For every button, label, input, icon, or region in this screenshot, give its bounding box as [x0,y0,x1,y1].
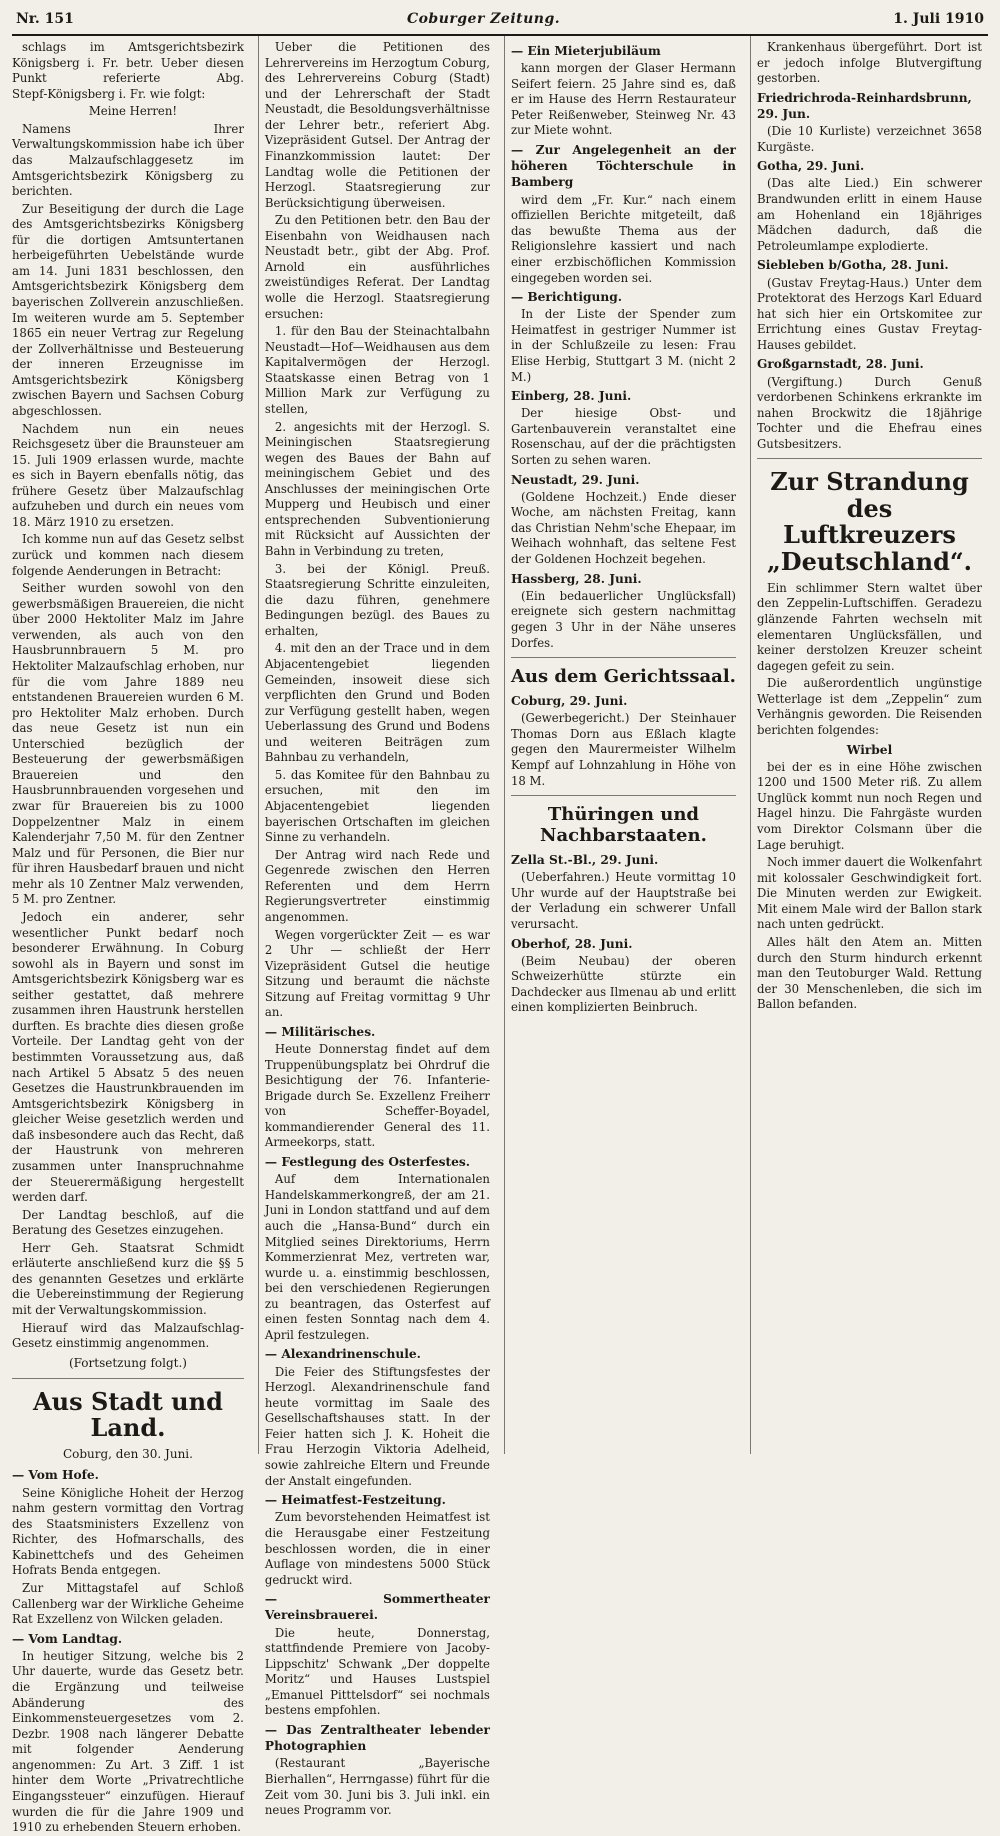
news-text: Der hiesige Obst- und Gartenbauverein veranstaltet eine Rosenschau, auf der die prächtigsten Sorten zu sehen waren. [510,406,736,467]
paragraph: Namens Ihrer Verwaltungskommission habe ich über das Malzaufschlaggesetz im Amtsgerichtsbezirk Königsberg zu berichten. [12,121,244,199]
columns [6,36,994,1835]
article-paragraph: Ein schlimmer Stern waltet über den Zeppelin-Luftschiffen. Geradezu glänzende Fahrten wechseln mit elementaren Unglücksfällen, und keiner derstolzen Kreuzer scheint dagegen gefeit zu sein. [756,580,982,673]
news-subhead: — Militärisches. [264,1024,376,1039]
section-heading: Aus dem Gerichtssaal. [510,666,736,688]
news-subhead: Oberhof, 28. Juni. [510,936,633,951]
column-3 [504,36,742,1454]
paragraph: schlags im Amtsgerichtsbezirk Königsberg i. Fr. betr. Ueber diesen Punkt referierte Abg. Stepf‑Königsberg i. Fr. wie folgt: [12,40,244,101]
section-heading: Thüringen und Nachbarstaaten. [540,804,707,847]
column-1 [12,36,250,1835]
article-subhead: Wirbel [846,742,893,757]
news-text: (Gustav Freytag-Haus.) Unter dem Protektorat des Herzogs Karl Eduard hat sich hier ein Ortskomitee zur Errichtung eines Gustav Freytag-Hauses gebildet. [756,275,982,352]
court-news [511,693,736,789]
news-text: Die Feier des Stiftungsfestes der Herzogl. Alexandrinenschule fand heute vormittag im Saale des Gesellschaftshauses statt. In der Feier hatten sich J. K. Hoheit die Frau Herzogin Viktoria Adelheid, sowie zahlreiche Eltern und Freunde der Anstalt eingefunden. [264,1364,490,1488]
news-subhead: — Festlegung des Osterfestes. [264,1155,470,1170]
news-text: (Goldene Hochzeit.) Ende dieser Woche, am nächsten Freitag, kann das Christian Nehm'sche Ehepaar, im Weihach wohnhaft, das seltene Fest der Goldenen Hochzeit begehen. [510,489,736,567]
column-3-text [511,43,736,651]
paragraph: Der Landtag beschloß, auf die Beratung des Gesetzes einzugehen. [12,1207,244,1238]
separator [12,1378,244,1379]
news-text: Auf dem Internationalen Handelskammerkongreß, der am 21. Juni in London stattfand und auf dem auch die „Hansa-Bund“ durch ein Mitglied seines Direktoriums, Herrn Kommerzienrat Mez, vertreten war, wurde u. a. einstimmig beschlossen, bei den verschiedenen Regierungen zu beantragen, das Osterfest auf einen festen Sonntag nach dem 4. April festzulegen. [264,1172,490,1342]
news-subhead: — Heimatfest-Festzeitung. [264,1493,446,1508]
news-subhead: — Berichtigung. [510,290,623,305]
issue-number: Nr. 151 [16,11,74,27]
news-subhead: Siebleben b/Gotha, 28. Juni. [756,258,949,273]
news-subhead: — Das Zentraltheater lebender Photographien [264,1723,490,1754]
paragraph: Hierauf wird das Malzaufschlag-Gesetz einstimmig angenommen. [12,1320,244,1351]
news-subhead: Hassberg, 28. Juni. [510,571,642,586]
list-item: 2. angesichts mit der Herzogl. S. Meiningischen Staatsregierung wegen des Baues der Bahn auf meiningischem Gebiet und des Anschlusses der meiningischen Orte Mupperg und Heubisch und einer entsprechenden Subventionierung mit Rücksicht auf Aussichten der Bahn in Verbindung zu treten, [264,419,490,558]
article-headline: Zur Strandung des Luftkreuzers „Deutschland“. [766,467,973,576]
news-subhead: — Sommertheater Vereinsbrauerei. [264,1592,490,1623]
local-news [12,1467,244,1835]
news-subhead: Großgarnstadt, 28. Juni. [756,357,924,372]
article-paragraph: Die außerordentlich ungünstige Wetterlage ist dem „Zeppelin“ zum Verhängnis geworden. Die Reisenden berichten folgendes: [756,676,982,737]
continued-note: (Fortsetzung folgt.) [68,1355,187,1370]
news-text: (Ueberfahren.) Heute vormittag 10 Uhr wurde auf der Hauptstraße bei der Verladung ein schwerer Unfall verursacht. [510,870,736,931]
paragraph: Zu den Petitionen betr. den Bau der Eisenbahn von Weidhausen nach Neustadt betr., gibt der Abg. Prof. Arnold ein ausführliches zweistündiges Referat. Der Landtag wolle die Herzogl. Staatsregierung ersuchen: [264,213,490,321]
paragraph: Ich komme nun auf das Gesetz selbst zurück und kommen nach diesem folgende Aenderungen in Betracht: [12,532,244,578]
list-item: 5. das Komitee für den Bahnbau zu ersuchen, mit den im Abjacentengebiet liegenden bayerischen Ortschaften im gleichen Sinne zu verhandeln. [264,767,490,845]
list-item: 1. für den Bau der Steinachtalbahn Neustadt—Hof—Weidhausen aus dem Kapitalvermögen der Herzogl. Staatskasse einen Betrag von 1 Million Mark zur Verfügung zu stellen, [264,324,490,416]
news-subhead: Gotha, 29. Juni. [756,159,865,174]
separator [511,657,736,658]
separator [511,795,736,796]
paragraph: Jedoch ein anderer, sehr wesentlicher Punkt bedarf noch besonderer Erwähnung. In Coburg sowohl als in Bayern und sonst im Amtsgerichtsbezirk Königsberg war es seither gestattet, daß mehrere zusammen ihren Haustrunk herstellen durften. Es brachte dies diesen große Vorteile. Der Landtag geht von der bestimmten Voraussetzung aus, daß nach Artikel 5 Absatz 5 des neuen Gesetzes die Haustrunkbrauenden im Amtsgerichtsbezirk Königsberg in gleicher Weise gesetzlich werden und daß insbesondere auch das Recht, daß der Haustrunk von mehreren zusammen unter Inanspruchnahme der Steuerermäßigung hergestellt werden darf. [12,909,244,1205]
news-text: kann morgen der Glaser Hermann Seifert feiern. 25 Jahre sind es, daß er im Hause des Herrn Restaurateur Peter Reißenweber, Steinweg Nr. 43 zur Miete wohnt. [510,61,736,138]
news-text: (Ein bedauerlicher Unglücksfall) ereignete sich gestern nachmittag gegen 3 Uhr in der Nähe unseres Dorfes. [510,588,736,650]
zeppelin-article [757,581,982,1013]
news-text: Heute Donnerstag findet auf dem Truppenübungsplatz bei Ohrdruf die Besichtigung der 76. Infanterie-Brigade durch Se. Exzellenz Freiherr von Scheffer-Boyadel, kommandierender General des 11. Armeekorps, statt. [264,1042,490,1150]
paragraph: Der Antrag wird nach Rede und Gegenrede zwischen den Herren Referenten und dem Herrn Regierungsvertreter einstimmig angenommen. [264,847,490,924]
article-paragraph: Noch immer dauert die Wolkenfahrt mit kolossaler Geschwindigkeit fort. Die Minuten werden zur Ewigkeit. Mit einem Male wird der Ballon stark nach unten gedrückt. [756,855,982,932]
news-text: In der Liste der Spender zum Heimatfest in gestriger Nummer ist in der Schlußzeile zu lesen: Frau Elise Herbig, Stuttgart 3 M. (nicht 2 M.) [510,307,736,384]
news-text: Zum bevorstehenden Heimatfest ist die Herausgabe einer Festzeitung beschlossen worden, die in einer Auflage von mindestens 5000 Stück gedruckt wird. [264,1510,490,1587]
paragraph: Nachdem nun ein neues Reichsgesetz über die Braunsteuer am 15. Juli 1909 erlassen wurde, machte es sich in Bayern ebenfalls nötig, das frühere Gesetz über Malzaufschlag aufzuheben und durch ein neues vom 18. März 1910 zu ersetzen. [12,421,244,529]
column-4-text [757,40,982,452]
news-text: wird dem „Fr. Kur.“ nach einem offiziellen Berichte mitgeteilt, daß das bewußte Thema aus der Religionslehre kassiert und nach einer erzbischöflichen Kommission eingegeben worden sei. [510,192,736,285]
newspaper-title: Coburger Zeitung. [406,11,561,27]
news-text: Zur Mittagstafel auf Schloß Callenberg war der Wirkliche Geheime Rat Exzellenz von Wilcken geladen. [12,1581,244,1627]
news-subhead: Zella St.-Bl., 29. Juni. [510,853,659,868]
news-subhead: — Ein Mieterjubiläum [510,44,661,58]
issue-date: 1. Juli 1910 [893,11,984,27]
article-paragraph: bei der es in eine Höhe zwischen 1200 und 1500 Meter riß. Zu allem Unglück kommt nun noch Regen und Hagel hinzu. Die Fahrgäste wurden vom Direktor Colsmann über die Lage beruhigt. [756,759,982,852]
masthead [6,0,994,30]
news-subhead: Friedrichroda-Reinhardsbrunn, 29. Jun. [756,90,972,121]
dateline: Coburg, den 30. Juni. [62,1447,193,1462]
news-subhead: — Vom Hofe. [12,1468,99,1483]
column-1-text [12,40,244,1372]
column-2-text [265,40,490,1819]
news-text: (Das alte Lied.) Ein schwerer Brandwunden erlitt in einem Hause am Hohenland ein 18jähriges Mädchen dadurch, daß die Petroleumlampe explodierte. [756,176,982,253]
news-text: (Restaurant „Bayerische Bierhallen“, Herrngasse) führt für die Zeit vom 30. Juni bis 3. Juli inkl. ein neues Programm vor. [264,1756,490,1818]
section-heading: Aus Stadt und Land. [33,1386,223,1443]
news-text: Seine Königliche Hoheit der Herzog nahm gestern vormittag den Vortrag des Staatsministers Exzellenz von Richter, des Hofmarschalls, des Kabinettchefs und des Geheimen Hofrats Benda entgegen. [12,1485,244,1578]
paragraph: Krankenhaus übergeführt. Dort ist er jedoch infolge Blutvergiftung gestorben. [756,40,982,86]
paragraph: Ueber die Petitionen des Lehrervereins im Herzogtum Coburg, des Lehrervereins Coburg (Stadt) und der Lehrerschaft der Stadt Neustadt, die Besoldungsverhältnisse der Lehrer betr., referiert Abg. Vizepräsident Gutsel. Der Antrag der Finanzkommission lautet: Der Landtag wolle die Petitionen der Herzogl. Staatsregierung zur Berücksichtigung überweisen. [264,40,490,210]
news-text: (Die 10 Kurliste) verzeichnet 3658 Kurgäste. [756,124,982,154]
paragraph: Zur Beseitigung der durch die Lage des Amtsgerichtsbezirks Königsberg für die dortigen Amtsuntertanen herbeigeführten Uebelstände wurde am 14. Juni 1831 beschlossen, den Amtsgerichtsbezirk Königsberg dem bayerischen Zollverein anzuschließen. Im weiteren wurde am 5. September 1865 ein neuer Vertrag zur Regelung der Zollverhältnisse und Besteuerung der inneren Erzeugnisse im Amtsgerichtsbezirk Königsberg zwischen Bayern und Sachsen Coburg abgeschlossen. [12,201,244,418]
news-text: In heutiger Sitzung, welche bis 2 Uhr dauerte, wurde das Gesetz betr. die Ergänzung und teilweise Abänderung des Einkommensteuergesetzes vom 2. Dezbr. 1908 nach längerer Debatte mit folgender Aenderung angenommen: Zu Art. 3 Ziff. 1 ist hinter dem Worte „Privatrechtliche Eingangssteuer“ einzufügen. Hierauf wurden die für die Jahre 1909 und 1910 zu erhebenden Steuern erhoben. [12,1648,244,1835]
list-item: 3. bei der Königl. Preuß. Staatsregierung Schritte einzuleiten, die dazu führen, genehmere Bedingungen bezügl. des Baues zu erhalten, [264,561,490,638]
paragraph: Herr Geh. Staatsrat Schmidt erläuterte anschließend kurz die §§ 5 des genannten Gesetzes und erklärte die Uebereinstimmung der Regierung mit der Verwaltungskommission. [12,1240,244,1317]
column-4 [750,36,988,1454]
news-text: (Beim Neubau) der oberen Schweizerhütte stürzte ein Dachdecker aus Ilmenau ab und erlitt einen komplizierten Beinbruch. [510,953,736,1015]
regional-news [511,852,736,1016]
news-subhead: Einberg, 28. Juni. [510,389,632,404]
column-2 [258,36,496,1818]
article-paragraph: Alles hält den Atem an. Mitten durch den Sturm hindurch erkennt man den Teutoburger Wald. Rettung der 30 Menschenleben, die sich im Ballon befanden. [756,934,982,1012]
news-subhead: — Zur Angelegenheit an der höheren Töchterschule in Bamberg [510,143,736,190]
paragraph: Wegen vorgerückter Zeit — es war 2 Uhr — schließt der Herr Vizepräsident Gutsel die heutige Sitzung und beraumt die nächste Sitzung auf Freitag vormittag 9 Uhr an. [264,927,490,1020]
news-subhead: — Alexandrinenschule. [264,1347,421,1362]
news-subhead: Neustadt, 29. Juni. [510,472,640,487]
salutation: Meine Herren! [88,104,178,119]
paragraph: Seither wurden sowohl von den gewerbsmäßigen Brauereien, die nicht über 2000 Hektoliter Malz im Jahre verwenden, als auch von den Hausbrunnbrauern 5 M. pro Hektoliter Malzaufschlag erhoben, nur für die vom Jahre 1889 neu entstandenen Brauereien wurden 6 M. pro Hektoliter Malz erhoben. Durch das neue Gesetz ist nun ein Unterschied bezüglich der Besteuerung der gewerbsmäßigen Brauereien und den Hausbrunnbrauenden vorgesehen und zwar für Brauereien bis zu 1000 Doppelzentner Malz in einem Kalenderjahr 7,50 M. für den Zentner Malz und für Personen, die Bier nur für ihren Hausbedarf brauen und nicht mehr als 10 Zentner Malz verwenden, 5 M. pro Zentner. [12,581,244,907]
news-text: Die heute, Donnerstag, stattfindende Premiere von Jacoby-Lippschitz' Schwank „Der doppelte Moritz“ und Hauses Lustspiel „Emanuel Pitttelsdorf“ sei nochmals bestens empfohlen. [264,1625,490,1718]
news-subhead: Coburg, 29. Juni. [510,694,628,709]
news-subhead: — Vom Landtag. [12,1631,123,1646]
separator [757,458,982,459]
news-text: (Vergiftung.) Durch Genuß verdorbenen Schinkens erkrankte im nahen Brockwitz die 18jährige Tochter und die Ehefrau eines Gutsbesitzers. [756,374,982,451]
news-text: (Gewerbegericht.) Der Steinhauer Thomas Dorn aus Eßlach klagte gegen den Maurermeister Wilhelm Kempf auf Lohnzahlung in Höhe von 18 M. [510,711,736,788]
list-item: 4. mit den an der Trace und in dem Abjacentengebiet liegenden Gemeinden, insoweit diese sich verpflichten den Grund und Boden zur Verfügung gestellt haben, wegen Ueberlassung des Grund und Bodens und weiteren Beiträgen zum Bahnbau zu verhandeln, [264,641,490,765]
